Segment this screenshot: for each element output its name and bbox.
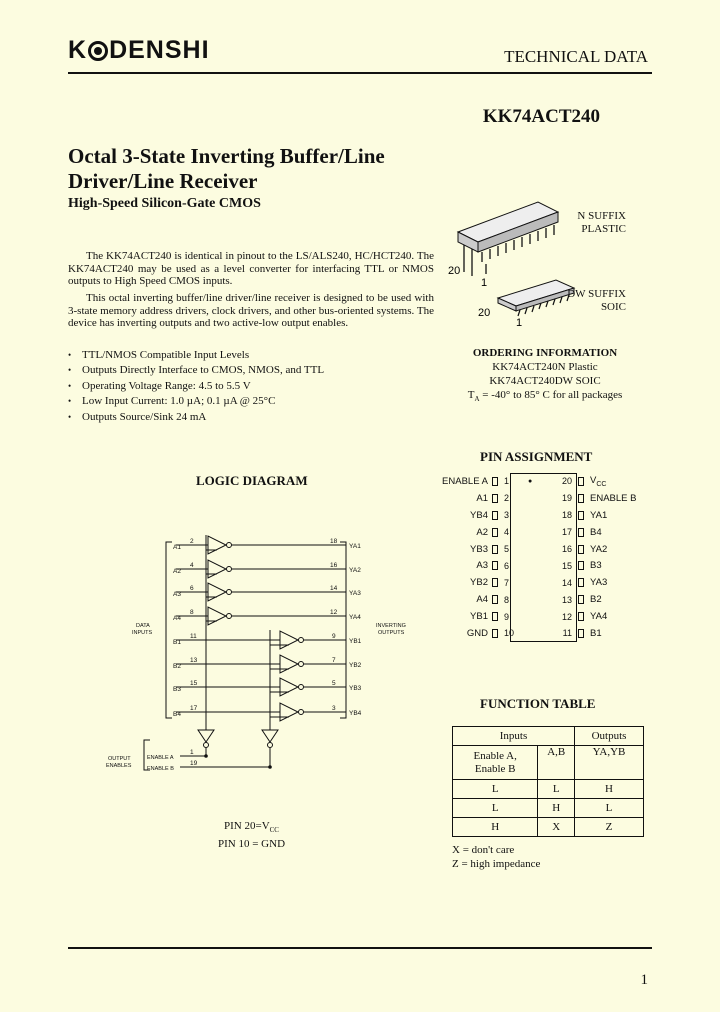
pin-number: 12 xyxy=(561,611,572,622)
ab-column-header: A,B xyxy=(538,746,575,780)
pin-number: 11 xyxy=(562,628,572,639)
ld-output-pin: 12 xyxy=(330,609,338,616)
ld-output-label: YA3 xyxy=(349,590,361,597)
note-dont-care: X = don't care xyxy=(452,844,515,856)
ld-output-label: YB1 xyxy=(349,638,362,645)
pin-name: ENABLE A xyxy=(442,475,488,487)
pin-lead xyxy=(492,561,498,570)
ld-input-label: A4 xyxy=(173,615,181,622)
pin-number: 10 xyxy=(504,628,515,639)
pin-number: 1 xyxy=(504,476,510,487)
data-inputs-label: INPUTS xyxy=(132,630,153,636)
ld-output-pin: 16 xyxy=(330,562,338,569)
pin-notes xyxy=(218,819,285,851)
logic-diagram-heading: LOGIC DIAGRAM xyxy=(196,473,308,488)
pin-name: B1 xyxy=(590,627,602,639)
pin-20-sub: CC xyxy=(269,826,279,835)
output-enables-label: ENABLES xyxy=(106,763,132,769)
ld-output-label: YA1 xyxy=(349,543,361,550)
pin-lead xyxy=(578,561,584,570)
pin-lead xyxy=(578,629,584,638)
table-row xyxy=(453,727,644,746)
pin-row xyxy=(420,473,516,490)
pin-lead xyxy=(578,528,584,537)
ld-input-pin: 11 xyxy=(190,633,197,640)
dw-package-type: SOIC xyxy=(600,301,626,313)
table-cell: L xyxy=(575,799,644,818)
dw-suffix-label xyxy=(567,288,626,314)
pin-number: 2 xyxy=(504,493,510,504)
pin-row xyxy=(420,574,516,591)
dip-pin-20-label: 20 xyxy=(448,265,461,277)
table-row xyxy=(453,746,644,780)
list-item: • Outputs Directly Interface to CMOS, NMOS, and TTL xyxy=(68,363,324,378)
ld-input-pin: 8 xyxy=(190,609,194,616)
function-table-heading: FUNCTION TABLE xyxy=(480,696,596,711)
n-package-type: PLASTIC xyxy=(581,223,626,235)
pin-row xyxy=(420,524,516,541)
pin-number: 9 xyxy=(504,611,510,622)
inverting-outputs-label: OUTPUTS xyxy=(378,630,405,636)
inverting-outputs-label: INVERTING xyxy=(376,623,406,629)
pin-name: GND xyxy=(466,627,488,639)
list-item: • Low Input Current: 1.0 µA; 0.1 µA @ 25°C xyxy=(68,394,324,409)
pin-20-note xyxy=(218,819,285,837)
table-cell: L xyxy=(453,799,538,818)
pin-lead xyxy=(492,545,498,554)
ld-input-label: A1 xyxy=(173,544,181,551)
pin-name: YB3 xyxy=(470,543,488,555)
logo-text-right: DENSHI xyxy=(109,36,210,64)
data-inputs-label: DATA xyxy=(136,623,150,629)
ld-input-label: A3 xyxy=(173,591,181,598)
pin-name: A1 xyxy=(476,492,488,504)
pin-name-main: V xyxy=(590,475,597,486)
table-cell: X xyxy=(538,818,575,837)
pin-name: YB4 xyxy=(470,509,488,521)
function-table-notes xyxy=(452,843,540,871)
pin-number: 3 xyxy=(504,510,510,521)
pin-name: YA1 xyxy=(590,509,608,521)
pin-row xyxy=(558,591,658,608)
part-number: KK74ACT240 xyxy=(482,106,600,127)
pin-number: 20 xyxy=(561,476,572,487)
pin-number: 8 xyxy=(504,594,510,605)
page-number: 1 xyxy=(640,972,648,988)
ordering-line-dw: KK74ACT240DW SOIC xyxy=(489,375,601,387)
soic-pin-20-label: 20 xyxy=(478,307,491,319)
pin-row xyxy=(420,608,516,625)
pin-row xyxy=(558,541,658,558)
pin-number: 17 xyxy=(561,527,572,538)
pin-row xyxy=(558,608,658,625)
ld-output-label: YB4 xyxy=(349,710,362,717)
ld-output-label: YB2 xyxy=(349,662,362,669)
pin-lead xyxy=(492,528,498,537)
pin-name xyxy=(590,475,606,488)
pin-name: B2 xyxy=(590,594,602,606)
list-item: • Operating Voltage Range: 4.5 to 5.5 V xyxy=(68,379,324,394)
pin-lead xyxy=(492,578,498,587)
ld-output-pin: 18 xyxy=(330,538,338,545)
ld-input-pin: 2 xyxy=(190,538,194,545)
table-cell: H xyxy=(538,799,575,818)
ld-input-pin: 15 xyxy=(190,680,198,687)
table-cell: Z xyxy=(575,818,644,837)
pin-row xyxy=(420,625,516,642)
pin-name: YB1 xyxy=(470,611,488,623)
enable-a-pin: 1 xyxy=(190,749,194,756)
kodenshi-logo xyxy=(68,36,210,65)
pin-number: 16 xyxy=(561,544,572,554)
enable-b-pin: 19 xyxy=(190,760,198,767)
pin-name: B4 xyxy=(590,526,602,538)
table-cell: L xyxy=(538,780,575,799)
enable-header-line-2: Enable B xyxy=(474,762,516,775)
table-cell: L xyxy=(453,780,538,799)
enable-a-label: ENABLE A xyxy=(147,755,174,761)
feature-list xyxy=(68,348,324,425)
ld-output-pin: 9 xyxy=(332,633,336,640)
pin-number: 4 xyxy=(504,527,510,538)
pin-list-right xyxy=(558,473,658,642)
pin-row xyxy=(558,473,658,490)
pin-name: A4 xyxy=(476,594,488,606)
ld-input-label: B3 xyxy=(173,686,181,693)
enable-header-line-1: Enable A, xyxy=(473,749,517,762)
enable-b-label: ENABLE B xyxy=(147,766,174,772)
dw-suffix-text: DW SUFFIX xyxy=(567,288,626,300)
ld-input-pin: 4 xyxy=(190,562,194,569)
pin-name: YA3 xyxy=(590,577,608,589)
technical-data-heading: TECHNICAL DATA xyxy=(504,47,648,66)
temp-range: = -40° to 85° C for all packages xyxy=(482,389,623,401)
table-cell: H xyxy=(453,818,538,837)
pin-lead xyxy=(578,477,584,486)
pin-number: 5 xyxy=(504,544,510,554)
pin-number: 15 xyxy=(561,560,572,571)
pin-row xyxy=(558,524,658,541)
pin-assignment-heading: PIN ASSIGNMENT xyxy=(480,449,593,464)
pin-name: YB2 xyxy=(470,577,488,589)
dip-package-drawing xyxy=(448,202,558,289)
soic-package-drawing xyxy=(478,280,574,329)
pin-row xyxy=(558,507,658,524)
outputs-header: Outputs xyxy=(575,727,644,746)
dip-pin-1-label: 1 xyxy=(481,277,488,289)
pin-lead xyxy=(492,629,498,638)
ld-output-pin: 14 xyxy=(330,585,338,592)
logo-text-left: K xyxy=(68,36,88,64)
ld-output-label: YA4 xyxy=(349,614,361,621)
ld-output-pin: 7 xyxy=(332,657,336,664)
pin-lead xyxy=(492,511,498,520)
ld-input-label: A2 xyxy=(173,568,181,575)
pin-number: 6 xyxy=(504,560,510,571)
ld-input-pin: 13 xyxy=(190,657,198,664)
title-line-2: Driver/Line Receiver xyxy=(68,169,258,193)
pin-row xyxy=(420,557,516,574)
pin-20-text: PIN 20=V xyxy=(224,820,270,832)
pin-lead xyxy=(492,477,498,486)
pin-name-sub: CC xyxy=(596,480,607,488)
table-row xyxy=(453,799,644,818)
pin-lead xyxy=(578,578,584,587)
pin-name: B3 xyxy=(590,560,602,572)
header-rule xyxy=(68,72,652,74)
table-cell: H xyxy=(575,780,644,799)
ld-output-pin: 5 xyxy=(332,680,336,687)
output-enables-label: OUTPUT xyxy=(108,756,131,762)
title-line-1: Octal 3-State Inverting Buffer/Line xyxy=(68,144,385,168)
pin-number: 19 xyxy=(561,493,572,504)
table-row xyxy=(453,818,644,837)
ld-output-label: YB3 xyxy=(349,685,362,692)
ld-output-label: YA2 xyxy=(349,567,361,574)
ld-input-label: B2 xyxy=(173,663,181,670)
ld-input-pin: 17 xyxy=(190,705,198,712)
n-suffix-text: N SUFFIX xyxy=(577,210,626,222)
pin-lead xyxy=(578,511,584,520)
pin-name: A3 xyxy=(476,560,488,572)
pin-list-left xyxy=(420,473,516,642)
n-suffix-label xyxy=(577,210,626,236)
pin-lead xyxy=(578,612,584,621)
ordering-heading: ORDERING INFORMATION xyxy=(472,347,618,359)
list-item: • TTL/NMOS Compatible Input Levels xyxy=(68,348,324,363)
ld-input-pin: 6 xyxy=(190,585,194,592)
pin-number: 7 xyxy=(504,577,510,588)
function-table xyxy=(452,726,644,837)
pin-lead xyxy=(492,494,498,503)
description-paragraph-2: This octal inverting buffer/line driver/line receiver is designed to be used with 3-state memory address drivers, clock drivers, and other bus-oriented systems. The device has inverting outputs and two active-low output enables. xyxy=(68,292,434,330)
temp-symbol: T xyxy=(467,389,475,401)
ordering-information xyxy=(445,346,645,406)
logic-diagram xyxy=(96,530,416,780)
pin-row xyxy=(558,557,658,574)
pin-name: YA4 xyxy=(590,611,608,623)
pin-row xyxy=(420,490,516,507)
pin-row xyxy=(558,574,658,591)
footer-rule xyxy=(68,947,652,949)
page-title xyxy=(68,144,385,194)
pin-row xyxy=(558,625,658,642)
ordering-temperature xyxy=(445,388,645,406)
y-column-header: YA,YB xyxy=(575,746,644,780)
pin-1-dot-icon: ● xyxy=(528,477,533,485)
inputs-header: Inputs xyxy=(453,727,575,746)
pin-name: ENABLE B xyxy=(590,492,637,504)
list-item: • Outputs Source/Sink 24 mA xyxy=(68,410,324,425)
description-paragraph-1: The KK74ACT240 is identical in pinout to the LS/ALS240, HC/HCT240. The KK74ACT240 may be used as a level converter for interfacing TTL or NMOS outputs to High Speed CMOS inputs. xyxy=(68,250,434,288)
ordering-line-n: KK74ACT240N Plastic xyxy=(492,361,598,373)
pin-name: YA2 xyxy=(590,543,608,555)
ld-input-label: B4 xyxy=(173,711,181,718)
pin-number: 13 xyxy=(561,594,572,605)
pin-number: 14 xyxy=(561,577,572,588)
note-high-impedance: Z = high impedance xyxy=(452,858,541,870)
pin-lead xyxy=(578,494,584,503)
ld-output-pin: 3 xyxy=(332,705,336,712)
enable-column-header xyxy=(453,746,538,780)
pin-name: A2 xyxy=(476,526,488,538)
temp-subscript: A xyxy=(474,395,480,404)
pin-lead xyxy=(492,612,498,621)
pin-row xyxy=(420,591,516,608)
pin-lead xyxy=(492,595,498,604)
table-row xyxy=(453,780,644,799)
ld-input-label: B1 xyxy=(173,639,181,646)
page-subtitle: High-Speed Silicon-Gate CMOS xyxy=(68,196,261,211)
logo-ring-icon xyxy=(88,41,108,61)
pin-row xyxy=(420,541,516,558)
pin-row xyxy=(420,507,516,524)
pin-lead xyxy=(578,545,584,554)
pin-number: 18 xyxy=(561,510,572,521)
soic-pin-1-label: 1 xyxy=(516,317,523,329)
pin-row xyxy=(558,490,658,507)
pin-10-note: PIN 10 = GND xyxy=(218,838,286,851)
pin-lead xyxy=(578,595,584,604)
